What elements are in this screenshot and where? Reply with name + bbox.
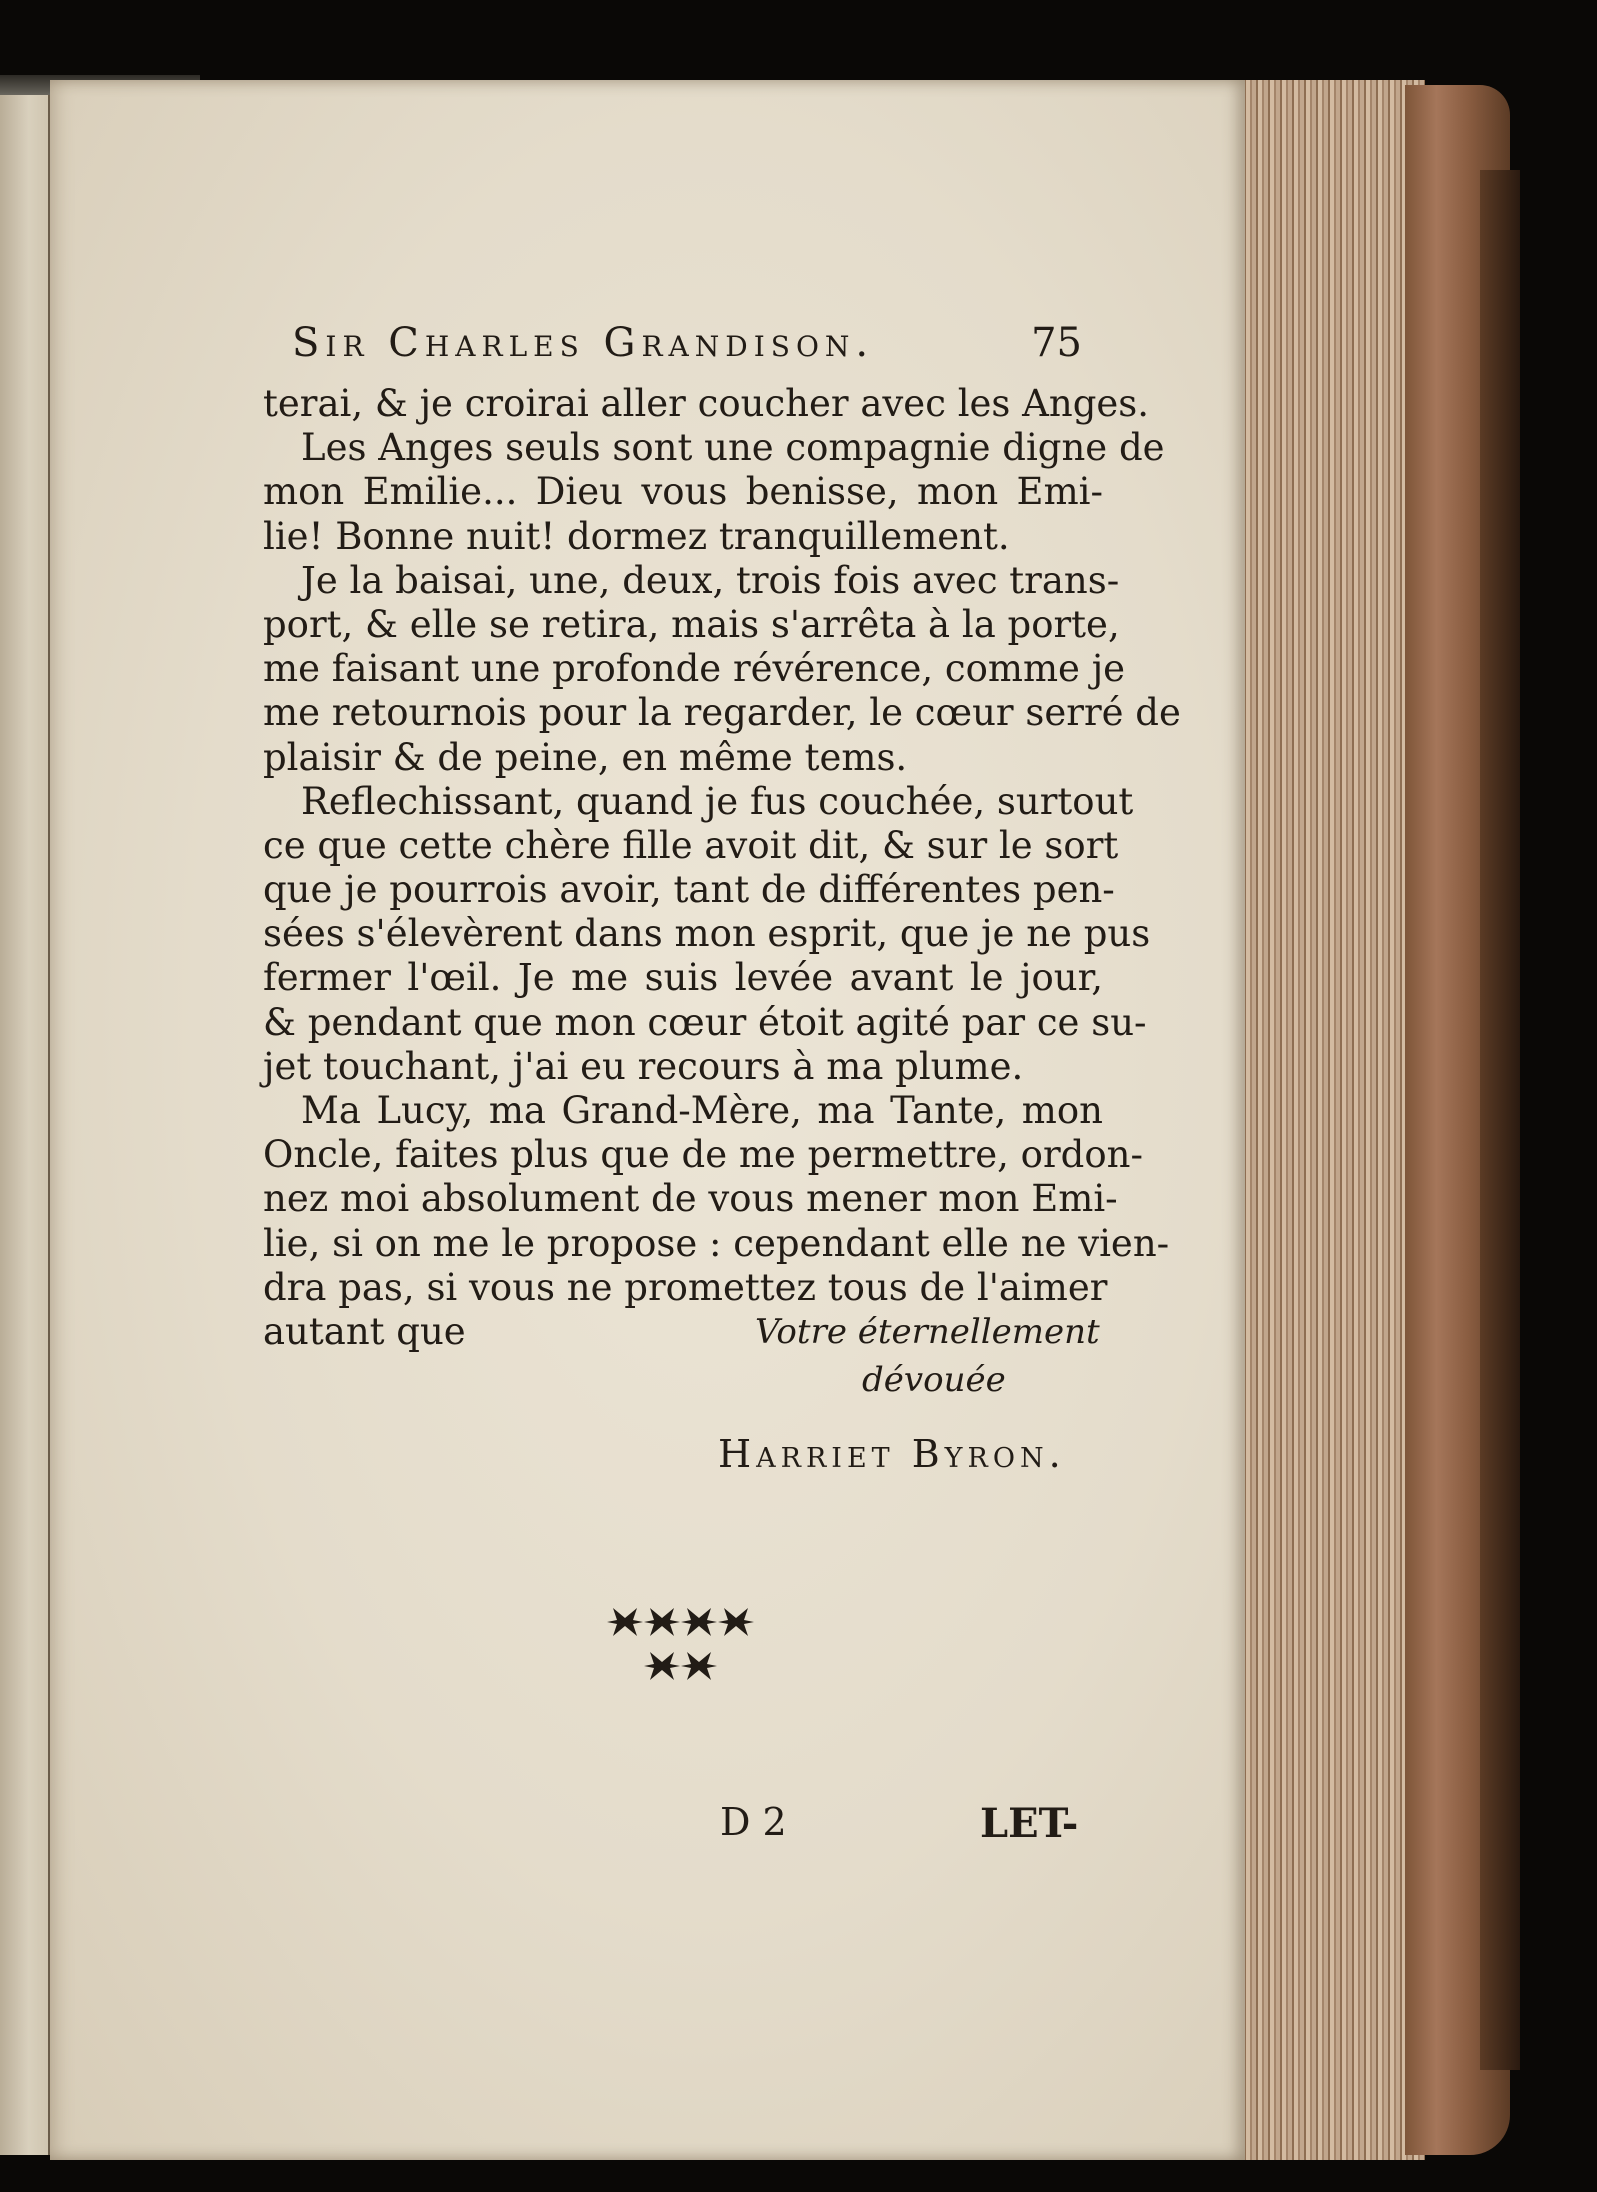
catchword: LET-	[980, 1800, 1079, 1847]
running-head	[292, 320, 1082, 380]
text-line: Oncle, faites plus que de me permettre, ordon-	[263, 1133, 1143, 1177]
text-line: fermer l'œil. Je me suis levée avant le jour,	[263, 956, 1103, 1000]
text-line: Je la baisai, une, deux, trois fois avec trans-	[301, 558, 1120, 602]
text-line: plaisir & de peine, en même tems.	[263, 735, 908, 779]
text-line: jet touchant, j'ai eu recours à ma plume.	[263, 1044, 1024, 1088]
signature-name: Harriet Byron.	[718, 1432, 1066, 1476]
running-title: Sir Charles Grandison.	[292, 320, 875, 366]
signature-mark: D 2	[720, 1800, 787, 1844]
text-line: dra pas, si vous ne promettez tous de l'aimer	[263, 1265, 1108, 1309]
text-line: me retournois pour la regarder, le cœur serré de	[263, 691, 1181, 735]
page-number: 75	[1031, 320, 1082, 366]
facing-page-edge	[0, 95, 51, 2155]
closing-line: dévouée	[862, 1360, 1006, 1400]
closing-line: Votre éternellement	[755, 1312, 1100, 1352]
text-line: me faisant une profonde révérence, comme je	[263, 647, 1126, 691]
text-line: & pendant que mon cœur étoit agité par ce su-	[263, 1000, 1147, 1044]
text-line: lie! Bonne nuit! dormez tranquillement.	[263, 514, 1010, 558]
body-text	[263, 382, 1181, 1354]
text-line: que je pourrois avoir, tant de différentes pen-	[263, 868, 1115, 912]
book-page	[50, 80, 1245, 2160]
text-line: terai, & je croirai aller coucher avec les Anges.	[263, 382, 1150, 425]
fleuron-ornament-icon	[595, 1600, 775, 1700]
text-line: port, & elle se retira, mais s'arrêta à la porte,	[263, 602, 1120, 646]
page-edges	[1240, 80, 1425, 2160]
cover-shadow	[1480, 170, 1520, 2070]
text-line: ce que cette chère fille avoit dit, & sur le sort	[263, 823, 1119, 867]
text-line: Reflechissant, quand je fus couchée, surtout	[301, 779, 1134, 823]
text-line: Les Anges seuls sont une compagnie digne de	[301, 426, 1165, 470]
text-line: nez moi absolument de vous mener mon Emi-	[263, 1177, 1118, 1221]
text-line: sées s'élevèrent dans mon esprit, que je ne pus	[263, 912, 1151, 956]
text-line: Ma Lucy, ma Grand-Mère, ma Tante, mon	[301, 1089, 1103, 1132]
text-line: mon Emilie... Dieu vous benisse, mon Emi-	[263, 470, 1103, 514]
text-line: autant que	[263, 1309, 466, 1353]
text-line: lie, si on me le propose : cependant elle ne vien-	[263, 1221, 1170, 1265]
